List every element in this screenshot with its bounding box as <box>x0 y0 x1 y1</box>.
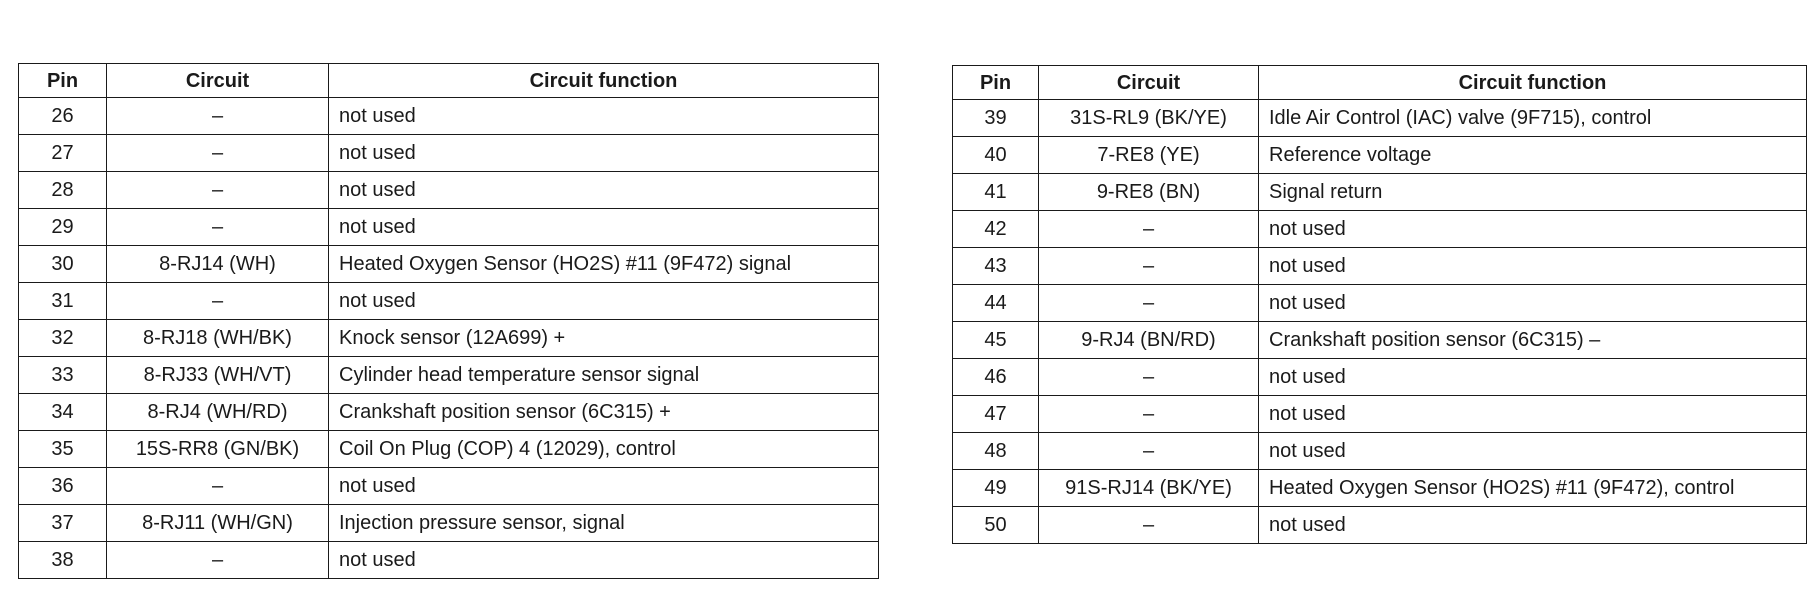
circuit-function-cell: not used <box>329 172 879 209</box>
pin-cell: 43 <box>953 248 1039 285</box>
circuit-function-cell: Crankshaft position sensor (6C315) – <box>1259 322 1807 359</box>
table-row <box>953 174 1807 211</box>
table-row <box>953 359 1807 396</box>
circuit-function-cell: Reference voltage <box>1259 137 1807 174</box>
table-row <box>953 507 1807 544</box>
circuit-cell: 91S-RJ14 (BK/YE) <box>1039 470 1259 507</box>
table-row <box>953 100 1807 137</box>
circuit-function-cell: Idle Air Control (IAC) valve (9F715), control <box>1259 100 1807 137</box>
circuit-cell: – <box>1039 433 1259 470</box>
table-row <box>19 394 879 431</box>
pin-cell: 29 <box>19 209 107 246</box>
pin-table-left <box>18 63 879 579</box>
circuit-function-cell: not used <box>329 135 879 172</box>
pin-cell: 46 <box>953 359 1039 396</box>
circuit-cell: 9-RJ4 (BN/RD) <box>1039 322 1259 359</box>
circuit-function-cell: Heated Oxygen Sensor (HO2S) #11 (9F472), control <box>1259 470 1807 507</box>
pin-cell: 30 <box>19 246 107 283</box>
circuit-cell: – <box>107 172 329 209</box>
circuit-cell: – <box>1039 248 1259 285</box>
header-circuit-function: Circuit function <box>329 64 879 98</box>
pin-cell: 42 <box>953 211 1039 248</box>
pin-cell: 38 <box>19 542 107 579</box>
table-row <box>19 431 879 468</box>
table-row <box>19 172 879 209</box>
circuit-cell: – <box>1039 507 1259 544</box>
table-row <box>953 137 1807 174</box>
pin-cell: 31 <box>19 283 107 320</box>
circuit-function-cell: not used <box>329 468 879 505</box>
pin-cell: 32 <box>19 320 107 357</box>
circuit-cell: 8-RJ4 (WH/RD) <box>107 394 329 431</box>
header-circuit: Circuit <box>107 64 329 98</box>
table-header-row <box>19 64 879 98</box>
circuit-cell: 31S-RL9 (BK/YE) <box>1039 100 1259 137</box>
pin-cell: 45 <box>953 322 1039 359</box>
circuit-function-cell: not used <box>1259 507 1807 544</box>
circuit-cell: – <box>107 98 329 135</box>
circuit-cell: 8-RJ14 (WH) <box>107 246 329 283</box>
circuit-function-cell: not used <box>1259 359 1807 396</box>
table-row <box>19 505 879 542</box>
pin-table-right <box>952 65 1807 544</box>
table-row <box>953 396 1807 433</box>
table-header-row <box>953 66 1807 100</box>
circuit-function-cell: Crankshaft position sensor (6C315) + <box>329 394 879 431</box>
table-row <box>19 320 879 357</box>
circuit-function-cell: Signal return <box>1259 174 1807 211</box>
table-row <box>19 246 879 283</box>
circuit-function-cell: not used <box>1259 285 1807 322</box>
header-circuit: Circuit <box>1039 66 1259 100</box>
pin-cell: 34 <box>19 394 107 431</box>
circuit-cell: – <box>107 542 329 579</box>
circuit-function-cell: not used <box>1259 396 1807 433</box>
circuit-function-cell: not used <box>329 542 879 579</box>
pin-cell: 44 <box>953 285 1039 322</box>
table-row <box>19 209 879 246</box>
pin-cell: 50 <box>953 507 1039 544</box>
circuit-function-cell: Injection pressure sensor, signal <box>329 505 879 542</box>
circuit-function-cell: not used <box>1259 248 1807 285</box>
pin-cell: 48 <box>953 433 1039 470</box>
pin-cell: 26 <box>19 98 107 135</box>
circuit-cell: – <box>1039 359 1259 396</box>
pin-cell: 33 <box>19 357 107 394</box>
circuit-function-cell: not used <box>1259 211 1807 248</box>
circuit-function-cell: Heated Oxygen Sensor (HO2S) #11 (9F472) signal <box>329 246 879 283</box>
table-row <box>953 211 1807 248</box>
circuit-cell: – <box>107 283 329 320</box>
circuit-cell: 9-RE8 (BN) <box>1039 174 1259 211</box>
circuit-function-cell: not used <box>1259 433 1807 470</box>
pin-cell: 47 <box>953 396 1039 433</box>
table-row <box>19 542 879 579</box>
circuit-cell: – <box>107 468 329 505</box>
circuit-function-cell: Knock sensor (12A699) + <box>329 320 879 357</box>
pin-cell: 36 <box>19 468 107 505</box>
circuit-cell: 8-RJ18 (WH/BK) <box>107 320 329 357</box>
pin-cell: 49 <box>953 470 1039 507</box>
table-row <box>953 285 1807 322</box>
table-row <box>19 98 879 135</box>
table-row <box>953 433 1807 470</box>
circuit-cell: – <box>1039 396 1259 433</box>
pin-cell: 41 <box>953 174 1039 211</box>
circuit-cell: – <box>1039 211 1259 248</box>
circuit-cell: – <box>1039 285 1259 322</box>
header-circuit-function: Circuit function <box>1259 66 1807 100</box>
pin-cell: 39 <box>953 100 1039 137</box>
circuit-cell: 7-RE8 (YE) <box>1039 137 1259 174</box>
pin-cell: 40 <box>953 137 1039 174</box>
table-row <box>19 357 879 394</box>
pin-cell: 37 <box>19 505 107 542</box>
pin-cell: 28 <box>19 172 107 209</box>
circuit-cell: 15S-RR8 (GN/BK) <box>107 431 329 468</box>
circuit-function-cell: not used <box>329 98 879 135</box>
table-row <box>19 283 879 320</box>
table-row <box>953 322 1807 359</box>
header-pin: Pin <box>19 64 107 98</box>
pin-cell: 35 <box>19 431 107 468</box>
table-row <box>953 248 1807 285</box>
table-row <box>953 470 1807 507</box>
pin-cell: 27 <box>19 135 107 172</box>
circuit-function-cell: not used <box>329 209 879 246</box>
circuit-function-cell: not used <box>329 283 879 320</box>
table-row <box>19 468 879 505</box>
circuit-cell: – <box>107 135 329 172</box>
circuit-cell: 8-RJ33 (WH/VT) <box>107 357 329 394</box>
circuit-cell: 8-RJ11 (WH/GN) <box>107 505 329 542</box>
circuit-function-cell: Coil On Plug (COP) 4 (12029), control <box>329 431 879 468</box>
table-row <box>19 135 879 172</box>
header-pin: Pin <box>953 66 1039 100</box>
circuit-function-cell: Cylinder head temperature sensor signal <box>329 357 879 394</box>
circuit-cell: – <box>107 209 329 246</box>
